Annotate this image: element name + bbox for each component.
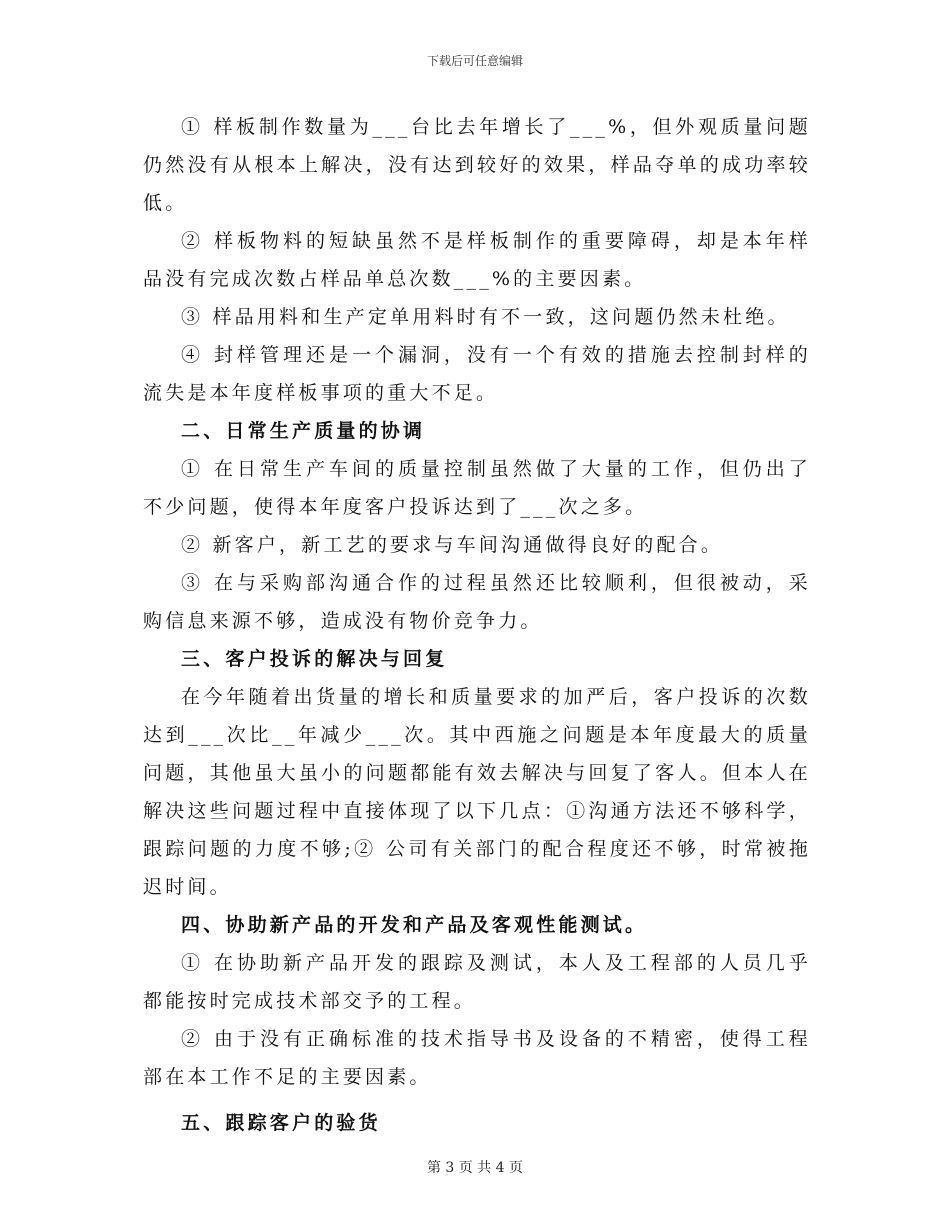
paragraph-sample-quantity: ① 样板制作数量为___台比去年增长了___%，但外观质量问题仍然没有从根本上解决，没有达到较好的效果，样品夺单的成功率较低。	[143, 116, 811, 214]
document-body	[143, 108, 811, 1142]
section-heading-2: 二、日常生产质量的协调	[181, 420, 426, 442]
paragraph-quality-control: ① 在日常生产车间的质量控制虽然做了大量的工作，但仍出了不少问题，使得本年度客户投诉达到了___次之多。	[143, 458, 811, 518]
paragraph-material-shortage: ② 样板物料的短缺虽然不是样板制作的重要障碍，却是本年样品没有完成次数占样品单总次数___%的主要因素。	[143, 230, 811, 290]
section-heading-4: 四、协助新产品的开发和产品及客观性能测试。	[181, 914, 648, 936]
section-heading-5: 五、跟踪客户的验货	[181, 1112, 381, 1134]
paragraph-material-mismatch: ③ 样品用料和生产定单用料时有不一致，这问题仍然未杜绝。	[181, 306, 790, 328]
paragraph-complaints: 在今年随着出货量的增长和质量要求的加严后，客户投诉的次数达到___次比__年减少___次。其中西施之问题是本年度最大的质量问题，其他虽大虽小的问题都能有效去解决与回复了客人。但本人在解决这些问题过程中直接体现了以下几点：①沟通方法还不够科学，跟踪问题的力度不够;② 公司有关部门的配合程度还不够，时常被拖迟时间。	[143, 686, 811, 898]
paragraph-new-customers: ② 新客户，新工艺的要求与车间沟通做得良好的配合。	[181, 534, 724, 556]
paragraph-equipment: ② 由于没有正确标准的技术指导书及设备的不精密，使得工程部在本工作不足的主要因素。	[143, 1028, 811, 1088]
paragraph-seal-management: ④ 封样管理还是一个漏洞，没有一个有效的措施去控制封样的流失是本年度样板事项的重大不足。	[143, 344, 811, 404]
page-header: 下载后可任意编辑	[426, 54, 523, 68]
paragraph-new-product-testing: ① 在协助新产品开发的跟踪及测试，本人及工程部的人员几乎都能按时完成技术部交予的工程。	[143, 952, 811, 1012]
page-footer: 第 3 页 共 4 页	[426, 1160, 524, 1176]
paragraph-purchasing: ③ 在与采购部沟通合作的过程虽然还比较顺利，但很被动，采购信息来源不够，造成没有物价竞争力。	[143, 572, 811, 632]
section-heading-3: 三、客户投诉的解决与回复	[181, 648, 448, 670]
